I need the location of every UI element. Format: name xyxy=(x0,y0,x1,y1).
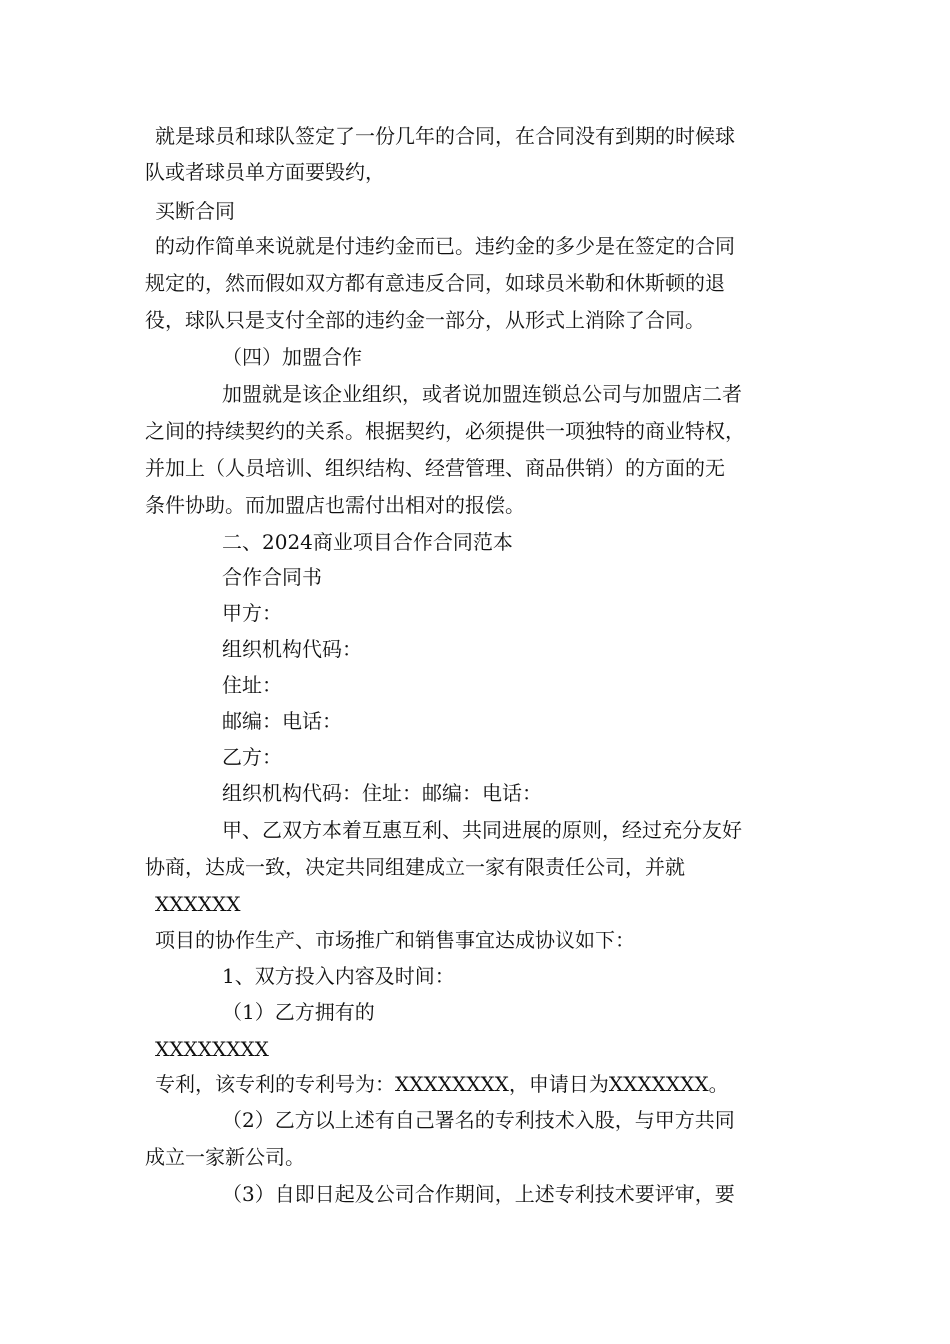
text-line: 役，球队只是支付全部的违约金一部分，从形式上消除了合同。 xyxy=(145,308,705,332)
text-line: 的动作简单来说就是付违约金而已。违约金的多少是在签定的合同 xyxy=(155,234,735,258)
text-line: 邮编：电话： xyxy=(222,709,342,733)
text-line: 项目的协作生产、市场推广和销售事宜达成协议如下： xyxy=(155,928,635,952)
section-heading: （四）加盟合作 xyxy=(222,345,362,369)
text-line: XXXXXX xyxy=(155,892,241,916)
text-line: 规定的，然而假如双方都有意违反合同，如球员米勒和休斯顿的退 xyxy=(145,271,725,295)
text-line: 队或者球员单方面要毁约， xyxy=(145,160,385,184)
contract-title: 合作合同书 xyxy=(222,565,322,589)
text-line: 协商，达成一致，决定共同组建成立一家有限责任公司，并就 xyxy=(145,855,685,879)
text-line: 成立一家新公司。 xyxy=(145,1145,305,1169)
section-heading: 二、2024商业项目合作合同范本 xyxy=(222,530,513,554)
text-line: （2）乙方以上述有自己署名的专利技术入股，与甲方共同 xyxy=(222,1108,735,1132)
text-line: 甲、乙双方本着互惠互利、共同进展的原则，经过充分友好 xyxy=(222,818,742,842)
text-line: 条件协助。而加盟店也需付出相对的报偿。 xyxy=(145,493,525,517)
text-line: XXXXXXXX xyxy=(155,1037,269,1061)
text-line: 就是球员和球队签定了一份几年的合同，在合同没有到期的时候球 xyxy=(155,124,735,148)
text-line: 之间的持续契约的关系。根据契约，必须提供一项独特的商业特权， xyxy=(145,419,745,443)
text-line: 组织机构代码： xyxy=(222,637,362,661)
text-line: （1）乙方拥有的 xyxy=(222,1000,375,1024)
text-line: 乙方： xyxy=(222,745,282,769)
text-line: （3）自即日起及公司合作期间，上述专利技术要评审，要 xyxy=(222,1182,735,1206)
text-line: 组织机构代码：住址：邮编：电话： xyxy=(222,781,542,805)
text-line: 买断合同 xyxy=(155,199,235,223)
text-line: 加盟就是该企业组织，或者说加盟连锁总公司与加盟店二者 xyxy=(222,382,742,406)
text-line: 1、双方投入内容及时间： xyxy=(222,964,455,988)
text-line: 住址： xyxy=(222,673,282,697)
text-line: 甲方： xyxy=(222,601,282,625)
text-line: 专利，该专利的专利号为：XXXXXXXX，申请日为XXXXXXX。 xyxy=(155,1072,729,1096)
text-line: 并加上（人员培训、组织结构、经营管理、商品供销）的方面的无 xyxy=(145,456,725,480)
